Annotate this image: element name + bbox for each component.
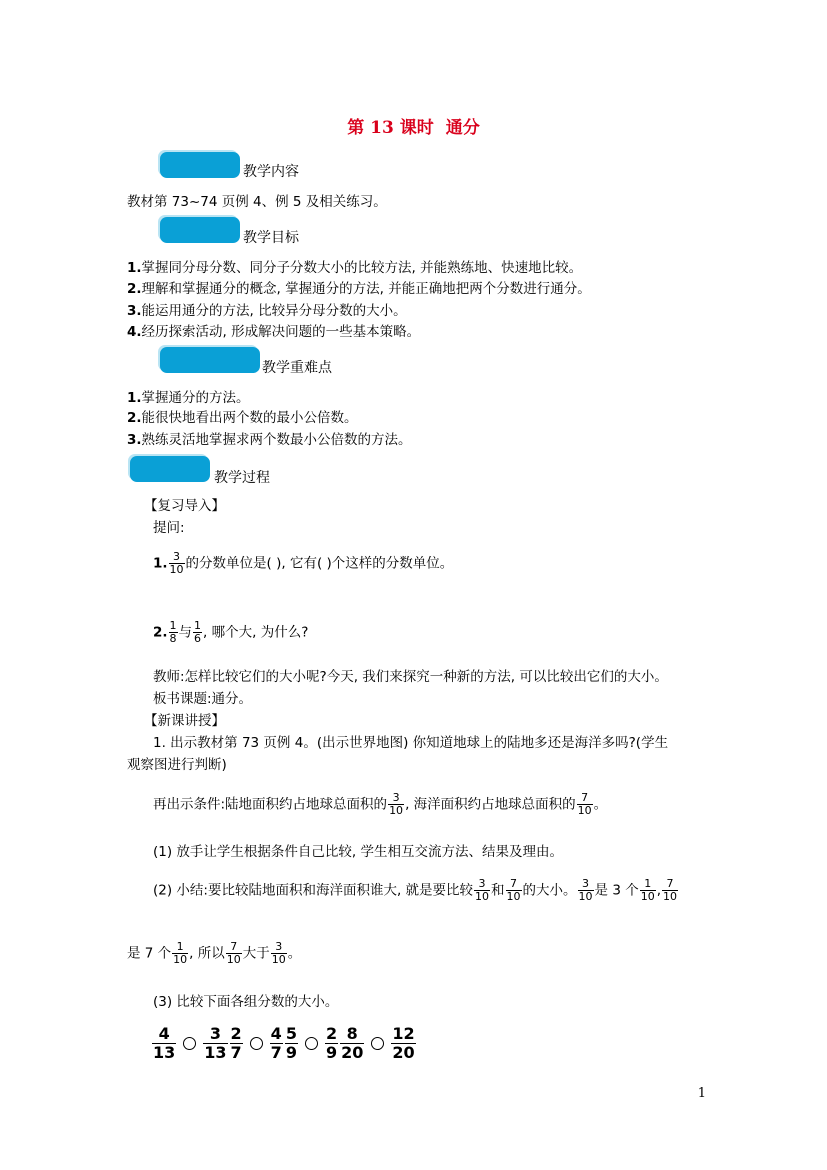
- fraction: $\frac{5}{9}$: [285, 1024, 297, 1062]
- section-tag: [130, 456, 210, 482]
- fraction: $\frac{2}{9}$: [325, 1024, 338, 1062]
- list-item: 1.掌握通分的方法。: [127, 390, 250, 406]
- section-heading: 教学目标: [243, 230, 299, 246]
- example-line-2: 观察图进行判断): [127, 757, 227, 773]
- step-2-continued: 是 7 个 $\frac{1}{10}$ , 所以 $\frac{7}{10}$ 大于 $\frac{3}{10}$ 。: [127, 940, 302, 966]
- section-heading: 教学重难点: [262, 360, 332, 376]
- step-1: (1) 放手让学生根据条件自己比较, 学生相互交流方法、结果及理由。: [153, 844, 563, 860]
- review-label: 【复习导入】: [144, 498, 225, 514]
- lesson-topic: 通分: [445, 118, 480, 138]
- fraction: $\frac{3}{13}$: [204, 1024, 227, 1062]
- fraction: $\frac{2}{7}$: [230, 1024, 242, 1062]
- teacher-line: 教师:怎样比较它们的大小呢?今天, 我们来探究一种新的方法, 可以比较出它们的大小。: [153, 669, 668, 685]
- section-tag: [160, 152, 240, 178]
- compare-circle[interactable]: [183, 1037, 196, 1050]
- compare-circle[interactable]: [250, 1037, 263, 1050]
- question-1: 1. $\frac{3}{10}$ 的分数单位是( ), 它有( )个这样的分数单位。: [153, 550, 454, 576]
- section-tag: [160, 347, 260, 373]
- question-2: 2. $\frac{1}{8}$ 与 $\frac{1}{6}$ , 哪个大, 为什么?: [153, 619, 309, 645]
- compare-circle[interactable]: [305, 1037, 318, 1050]
- fraction: $\frac{4}{7}$: [270, 1024, 282, 1062]
- fraction-compare-row: [151, 1025, 417, 1062]
- section-heading: 教学过程: [214, 470, 270, 486]
- content-text: 教材第 73~74 页例 4、例 5 及相关练习。: [127, 194, 387, 210]
- list-item: 2.能很快地看出两个数的最小公倍数。: [127, 410, 358, 426]
- condition-line: 再出示条件:陆地面积约占地球总面积的 $\frac{3}{10}$ , 海洋面积约占地球总面积的 $\frac{7}{10}$ 。: [153, 791, 608, 817]
- list-item: 1.掌握同分母分数、同分子分数大小的比较方法, 并能熟练地、快速地比较。: [127, 260, 583, 276]
- lesson-number: 第 13 课时: [347, 118, 434, 138]
- list-item: 3.能运用通分的方法, 比较异分母分数的大小。: [127, 303, 407, 319]
- section-tag: [160, 217, 240, 243]
- list-item: 4.经历探索活动, 形成解决问题的一些基本策略。: [127, 324, 421, 340]
- fraction: $\frac{8}{20}$: [341, 1024, 364, 1062]
- ask-label: 提问:: [153, 520, 185, 536]
- step-3: (3) 比较下面各组分数的大小。: [153, 994, 339, 1010]
- board-line: 板书课题:通分。: [153, 691, 253, 707]
- step-2: (2) 小结:要比较陆地面积和海洋面积谁大, 就是要比较 $\frac{3}{10}$ 和 $\frac{7}{10}$ 的大小。 $\frac{3}{10}$ 是 3 个 $\frac{1}{10}$ , $\frac{7}{10}$: [153, 877, 678, 903]
- fraction: $\frac{12}{20}$: [392, 1024, 415, 1062]
- section-heading: 教学内容: [243, 164, 299, 180]
- list-item: 2.理解和掌握通分的概念, 掌握通分的方法, 并能正确地把两个分数进行通分。: [127, 281, 591, 297]
- example-line-1: 1. 出示教材第 73 页例 4。(出示世界地图) 你知道地球上的陆地多还是海洋多吗?(学生: [153, 735, 669, 751]
- page-title: [0, 113, 827, 138]
- list-item: 3.熟练灵活地掌握求两个数最小公倍数的方法。: [127, 432, 412, 448]
- compare-circle[interactable]: [371, 1037, 384, 1050]
- page-number: 1: [697, 1086, 706, 1101]
- newlesson-label: 【新课讲授】: [144, 713, 225, 729]
- fraction: $\frac{4}{13}$: [153, 1024, 176, 1062]
